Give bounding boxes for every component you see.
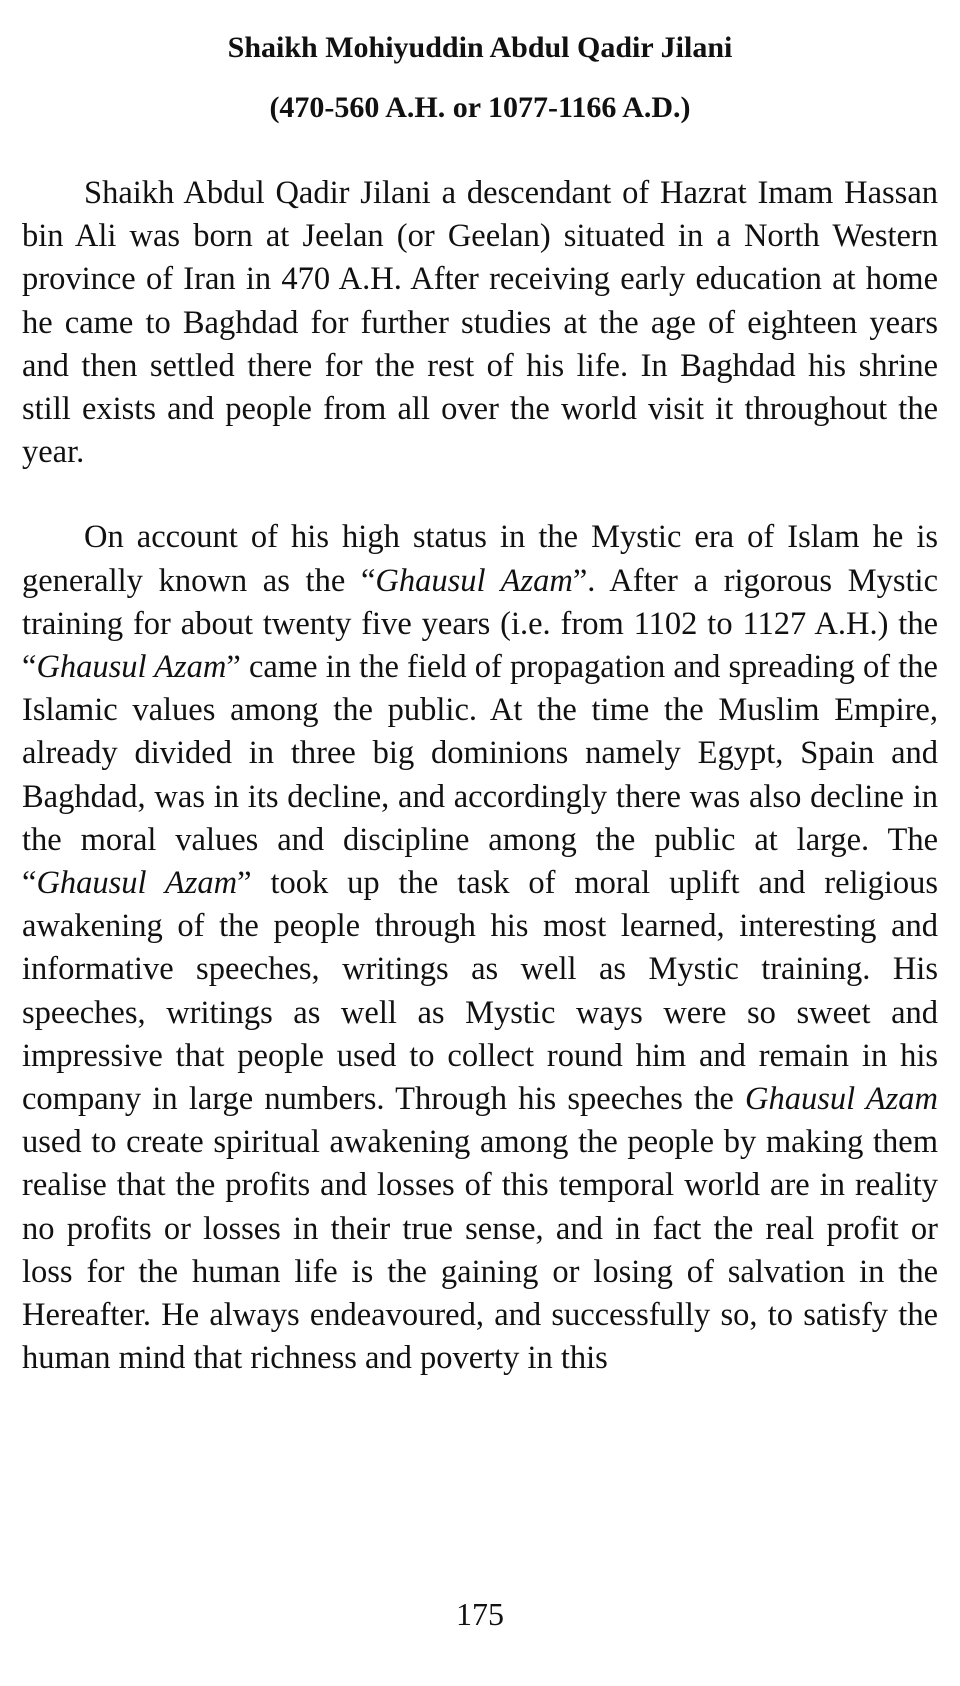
paragraph-text: ” came in the field of propagation and spreading of the Islamic values among the public. At the time the Muslim Empire, already divided in three big dominions namely Egypt, Spain and Baghdad, was in its decline, and accordingly there was also decline in the moral values and discipline among the public at large. The “ — [22, 649, 938, 902]
chapter-title: Shaikh Mohiyuddin Abdul Qadir Jilani — [227, 31, 733, 64]
emphasis-ghausul-azam: Ghausul Azam — [36, 865, 238, 902]
book-page — [22, 20, 938, 1666]
paragraph-text: On account of his high status in the Mystic era of Islam he is generally known as the “ — [22, 519, 938, 599]
paragraph-text: ” took up the task of moral uplift and religious awakening of the people through his most learned, interesting and informative speeches, writings as well as Mystic training. His speeches, writings as well as Mystic ways were so sweet and impressive that people used to collect round him and remain in his company in large numbers. Through his speeches the — [22, 865, 938, 1118]
chapter-dates: (470-560 A.H. or 1077-1166 A.D.) — [269, 91, 691, 124]
page-number: 175 — [456, 1596, 504, 1632]
emphasis-ghausul-azam: Ghausul Azam — [36, 649, 227, 686]
paragraph-text: used to create spiritual awakening among the people by making them realise that the profits and losses of this temporal world are in reality no profits or losses in their true sense, and in fact the real profit or loss for the human life is the gaining or losing of salvation in the Hereafter. He always endeavoured, and successfully so, to satisfy the human mind that richness and poverty in this — [22, 1124, 938, 1377]
emphasis-ghausul-azam: Ghausul Azam — [375, 562, 573, 599]
paragraph-text: ”. After a rigorous Mystic training for about twenty five years (i.e. from 1102 to 1127 A.H.) the “ — [22, 562, 938, 686]
emphasis-ghausul-azam: Ghausul Azam — [745, 1081, 938, 1118]
paragraph-biography: Shaikh Abdul Qadir Jilani a descendant of Hazrat Imam Hassan bin Ali was born at Jeelan (or Geelan) situated in a North Western province of Iran in 470 A.H. After receiving early education at home he came to Baghdad for further studies at the age of eighteen years and then settled there for the rest of his life. In Baghdad his shrine still exists and people from all over the world visit it throughout the year. — [22, 175, 938, 471]
paragraph-ghausul-azam — [22, 516, 938, 1380]
